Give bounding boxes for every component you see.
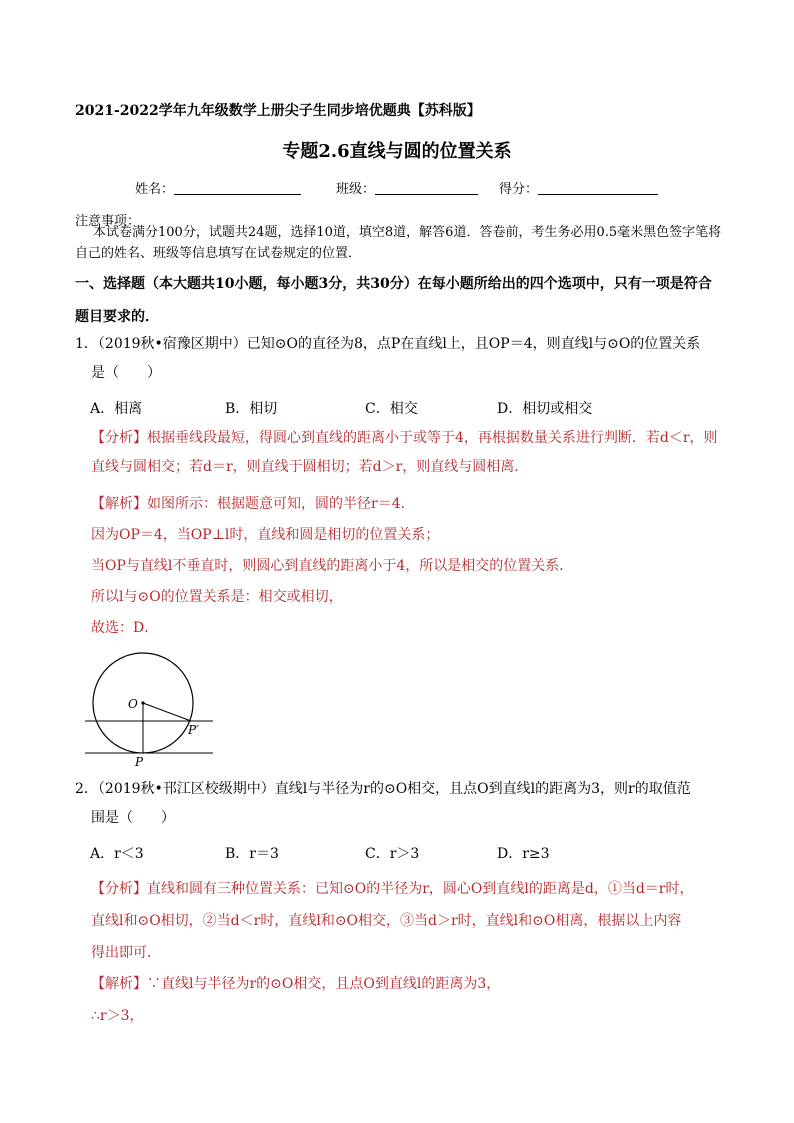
notice-text: 本试卷满分100分，试题共24题，选择10道，填空8道，解答6道．答卷前，考生务必用0.5毫米黑色签字笔将自己的姓名、班级等信息填写在试卷规定的位置． — [75, 225, 722, 261]
q2-analysis — [75, 873, 730, 969]
question-1 — [75, 330, 730, 388]
q2-option-c: C．r＞3 — [365, 846, 420, 862]
q2-stem-line1: 2．（2019秋•邗江区校级期中）直线l与半径为r的⊙O相交，且点O到直线l的距离为3，则r的取值范 — [75, 781, 691, 797]
q1-answer: 故选：D． — [91, 620, 159, 636]
center-point — [141, 701, 144, 704]
q1-solution-line2: 因为OP＝4，当OP⊥l时，直线和圆是相切的位置关系； — [91, 527, 440, 543]
name-field — [135, 178, 301, 197]
q1-analysis-line2: 直线与圆相交；若d＝r，则直线于圆相切；若d＞r，则直线与圆相离． — [91, 459, 529, 475]
q1-analysis-line1: 【分析】根据垂线段最短，得圆心到直线的距离小于或等于4，再根据数量关系进行判断．若d＜r，则 — [91, 430, 718, 446]
q2-analysis-line3: 得出即可． — [91, 945, 161, 961]
score-label: 得分： — [499, 182, 539, 197]
series-title: 2021-2022学年九年级数学上册尖子生同步培优题典【苏科版】 — [75, 103, 481, 119]
class-blank — [375, 182, 478, 195]
q1-solution-line3: 当OP与直线l不垂直时，则圆心到直线的距离小于4，所以是相交的位置关系． — [91, 558, 574, 574]
q1-option-d: D．相切或相交 — [497, 401, 593, 417]
class-field — [336, 178, 478, 197]
score-blank — [538, 182, 658, 195]
q1-solution-line1: 【解析】如图所示：根据题意可知，圆的半径r＝4． — [91, 496, 415, 512]
class-label: 班级： — [336, 182, 376, 197]
q1-option-c: C．相交 — [365, 401, 418, 417]
label-o: O — [128, 697, 138, 711]
label-p: P — [135, 755, 144, 769]
q1-option-b: B．相切 — [225, 401, 278, 417]
q2-analysis-line1: 【分析】直线和圆有三种位置关系：已知⊙O的半径为r，圆心O到直线l的距离是d，①当d＝r时， — [91, 881, 694, 897]
q2-stem-line2: 围是（ ） — [91, 810, 175, 826]
label-p-prime: P′ — [188, 723, 199, 737]
q1-solution-line4: 所以l与⊙O的位置关系是：相交或相切， — [91, 589, 343, 605]
q1-circle-figure — [85, 648, 220, 770]
question-2 — [75, 775, 730, 833]
q1-options — [0, 398, 794, 418]
q2-solution-line1: 【解析】∵直线l与半径为r的⊙O相交，且点O到直线l的距离为3， — [91, 976, 501, 992]
q1-option-a: A．相离 — [90, 401, 143, 417]
name-blank — [174, 182, 301, 195]
q2-option-d: D．r≥3 — [497, 846, 550, 862]
q1-analysis — [75, 424, 730, 482]
name-label: 姓名： — [135, 182, 175, 197]
score-field — [499, 178, 658, 197]
q1-stem-line1: 1．（2019秋•宿豫区期中）已知⊙O的直径为8，点P在直线l上，且OP＝4，则直线l与⊙O的位置关系 — [75, 336, 701, 352]
page-title: 专题2.6直线与圆的位置关系 — [282, 141, 512, 162]
q2-option-a: A．r＜3 — [90, 846, 144, 862]
q2-solution-line2: ∴r＞3， — [91, 1008, 144, 1024]
q2-options — [0, 843, 794, 863]
q2-solution — [75, 968, 730, 1032]
q2-analysis-line2: 直线l和⊙O相切，②当d＜r时，直线l和⊙O相交，③当d＞r时，直线l和⊙O相离，根据以上内容 — [91, 913, 682, 929]
q1-stem-line2: 是（ ） — [91, 365, 161, 381]
q1-solution — [75, 489, 730, 644]
notice-heading: 注意事项： — [75, 214, 141, 229]
section-heading: 一、选择题（本大题共10小题，每小题3分，共30分）在每小题所给出的四个选项中，只有一项是符合题目要求的． — [75, 276, 712, 325]
q2-option-b: B．r＝3 — [225, 846, 279, 862]
segment-op-prime — [143, 703, 191, 721]
